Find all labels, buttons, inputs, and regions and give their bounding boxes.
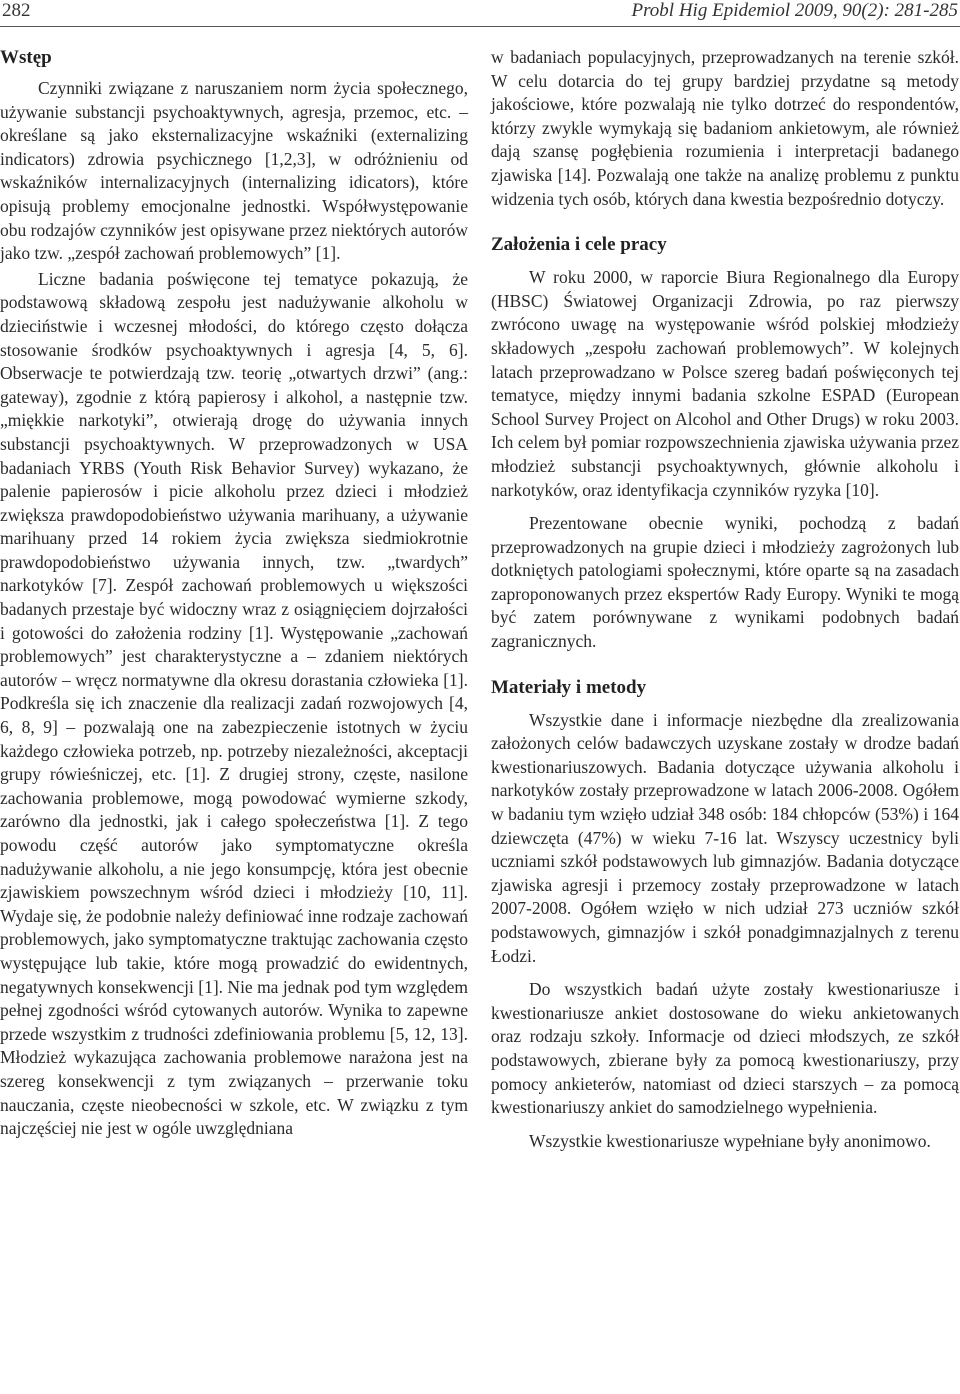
section-heading-aims: Założenia i cele pracy (491, 234, 667, 256)
header-rule (0, 26, 960, 27)
paragraph-methods-2: Do wszystkich badań użyte zostały kwestionariusze i kwestionariusze ankiet dostosowane do wieku ankietowanych oraz rodzaju szkoły. Informacje od dzieci młodszych, ze szkół podstawowych, zbierane były za pomocą kwestionariuszy, przy pomocy ankieterów, natomiast od dzieci starszych – za pomocą kwestionariuszy ankiet do samodzielnego wypełnienia. (491, 979, 959, 1118)
paragraph-methods-3: Wszystkie kwestionariusze wypełniane były anonimowo. (529, 1130, 931, 1151)
running-header (0, 0, 960, 26)
paragraph-continued: w badaniach populacyjnych, przeprowadzanych na terenie szkół. W celu dotarcia do tej grupy bardziej przydatne są metody jakościowe, które pozwalają nie tylko dotrzeć do respondentów, którzy zwykle wymykają się badaniom ankietowym, ale również dają szansę pogłębienia rozumienia i interpretacji badanego zjawiska [14]. Pozwalają one także na analizę problemu z punktu widzenia tych osób, których dana kwestia bezpośrednio dotyczy. (491, 47, 959, 209)
paragraph-intro-2: Liczne badania poświęcone tej tematyce pokazują, że podstawową składową zespołu jest nadużywanie alkoholu w dzieciństwie i wczesnej młodości, do którego często dołącza stosowanie środków psychoaktywnych i agresja [4, 5, 6]. Obserwacje te potwierdzają tzw. teorię „otwartych drzwi” (ang.: gateway), zgodnie z którą papierosy i alkohol, a następnie tzw. „miękkie narkotyki”, otwierają drogę do używania innych substancji psychoaktywnych. W przeprowadzonych w USA badaniach YRBS (Youth Risk Behavior Survey) wykazano, że palenie papierosów i picie alkoholu przez dzieci i młodzież zwiększa prawdopodobieństwo używania marihuany, a używanie marihuany przed 14 rokiem życia zwiększa siedmiokrotnie prawdopodobieństwo używania innych, tzw. „twardych” narkotyków [7]. Zespół zachowań problemowych u większości badanych przestaje być widoczny wraz z osiągnięciem dojrzałości i gotowości do założenia rodziny [1]. Występowanie „zachowań problemowych” jest charakterystyczne a – zdaniem niektórych autorów – wręcz normatywne dla okresu dorastania człowieka [1]. Podkreśla się ich znaczenie dla realizacji zadań rozwojowych [4, 6, 8, 9] – pozwalają one na zabezpieczenie istotnych w życiu każdego człowieka potrzeb, np. potrzeby niezależności, akceptacji grupy rówieśniczej, etc. [1]. Z drugiej strony, częste, nasilone zachowania problemowe, mogą powodować wymierne szkody, zarówno dla jednostki, jak i całego społeczeństwa [1]. Z tego powodu część autorów jako symptomatyczne określa nadużywanie alkoholu, a nie jego konsumpcję, która jest obecnie zjawiskiem powszechnym wśród dzieci i młodzieży [10, 11]. Wydaje się, że podobnie należy definiować inne rodzaje zachowań problemowych, jako symptomatyczne traktując zachowania często występujące lub takie, które mogą prowadzić do ewidentnych, negatywnych konsekwencji [1]. Nie ma jednak pod tym względem pełnej zgodności wśród cytowanych autorów. Wynika to zapewne przede wszystkim z trudności zdefiniowania problemu [5, 12, 13]. Młodzież wykazująca zachowania problemowe narażona jest na szereg konsekwencji z tym związanych – przerwanie toku nauczania, częste nieobecności w szkole, etc. W związku z tym najczęściej nie jest w ogóle uwzględniana (0, 268, 468, 1139)
paragraph-methods-1: Wszystkie dane i informacje niezbędne dla zrealizowania założonych celów badawczych uzyskane zostały w drodze badań kwestionariuszowych. Badania dotyczące używania alkoholu i narkotyków zostały przeprowadzone w latach 2006-2008. Ogółem w badaniu tym wzięło udział 348 osób: 184 chłopców (53%) i 164 dziewczęta (47%) w wieku 7-16 lat. Wszyscy uczestnicy byli uczniami szkół podstawowych lub gimnazjów. Badania dotyczące zjawiska agresji i przemocy zostały przeprowadzone w latach 2007-2008. Ogółem wzięło w nich udział 273 uczniów szkół podstawowych, gimnazjów i szkół ponadgimnazjalnych z terenu Łodzi. (491, 709, 959, 966)
journal-reference: Probl Hig Epidemiol 2009, 90(2): 281-285 (631, 0, 958, 21)
paragraph-intro-1: Czynniki związane z naruszaniem norm życia społecznego, używanie substancji psychoaktywnych, agresja, przemoc, etc. – określane są jako eksternalizacyjne wskaźniki (externalizing indicators) zdrowia psychicznego [1,2,3], w odróżnieniu od wskaźników internalizacyjnych (internalizing idicators), które opisują problemy emocjonalne jednostki. Współwystępowanie obu rodzajów czynników jest opisywane przez niektórych autorów jako tzw. „zespół zachowań problemowych” [1]. (0, 78, 468, 264)
section-heading-methods: Materiały i metody (491, 676, 647, 698)
paragraph-aims-1: W roku 2000, w raporcie Biura Regionalnego dla Europy (HBSC) Światowej Organizacji Zdrowia, po raz pierwszy zwrócono uwagę na występowanie wśród polskiej młodzieży składowych „zespołu zachowań problemowych”. W kolejnych latach przeprowadzano w Polsce szereg badań poświęconych tej tematyce, między innymi badania szkolne ESPAD (European School Survey Project on Alcohol and Other Drugs) w roku 2003. Ich celem był pomiar rozpowszechnienia zjawiska używania przez młodzież substancji psychoaktywnych, głównie alkoholu i narkotyków, oraz identyfikacja czynników ryzyka [10]. (491, 267, 959, 500)
section-heading-intro: Wstęp (0, 47, 52, 68)
left-column (0, 46, 468, 1141)
page-number: 282 (2, 0, 31, 21)
right-column (491, 46, 959, 1153)
paragraph-aims-2: Prezentowane obecnie wyniki, pochodzą z badań przeprowadzonych na grupie dzieci i młodzieży zagrożonych lub dotkniętych patologiami społecznymi, które oparte są na zasadach zaproponowanych przez ekspertów Rady Europy. Wyniki te mogą być zatem porównywane z wynikami podobnych badań zagranicznych. (491, 513, 959, 652)
